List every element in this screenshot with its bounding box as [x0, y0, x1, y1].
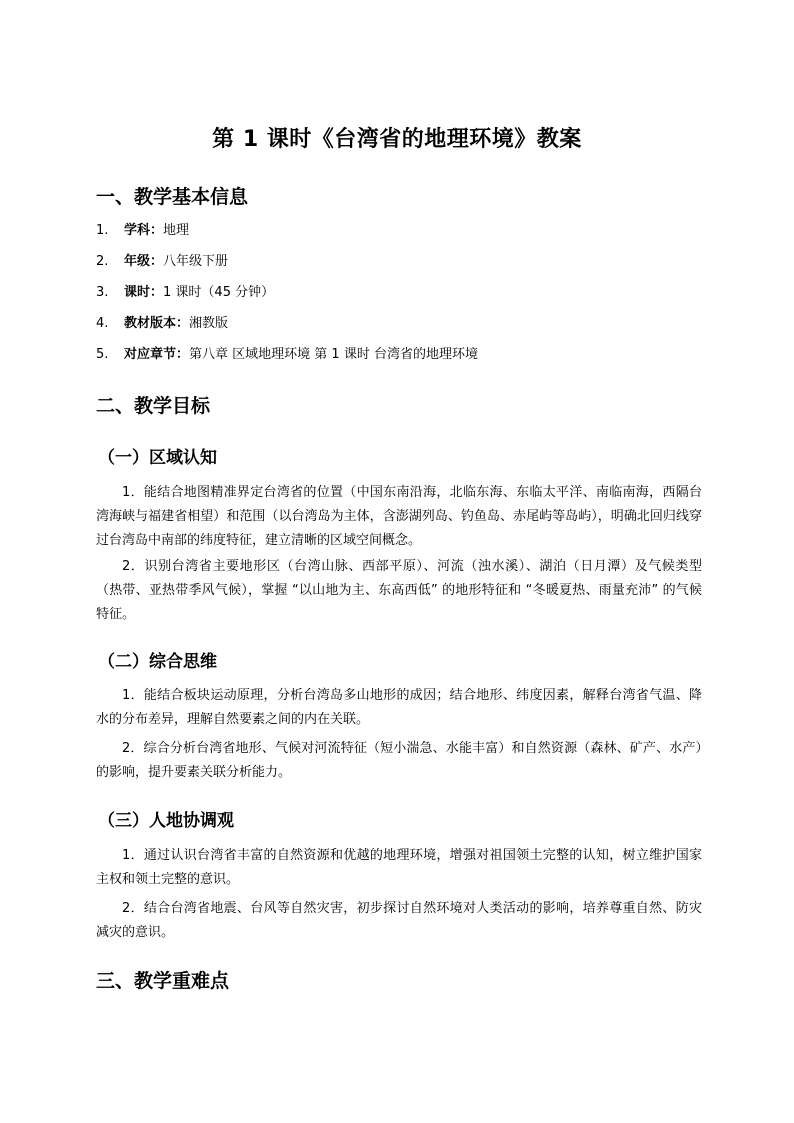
list-item: 3. 课时：1 课时（45 分钟） [96, 285, 275, 300]
list-item: 4. 教材版本：湘教版 [96, 316, 229, 331]
item-key: 教材版本 [124, 316, 177, 331]
subsection-heading-human-land: （三）人地协调观 [98, 811, 234, 831]
item-value: 八年级下册 [163, 254, 229, 269]
paragraph: 1．通过认识台湾省丰富的自然资源和优越的地理环境，增强对祖国领土完整的认知，树立维护国家主权和领土完整的意识。 [96, 848, 702, 887]
list-item: 2. 年级：八年级下册 [96, 254, 229, 269]
list-number: 5. [96, 347, 109, 362]
section-heading-key-points: 三、教学重难点 [96, 970, 230, 992]
paragraph: 2．结合台湾省地震、台风等自然灾害，初步探讨自然环境对人类活动的影响，培养尊重自然、防灾减灾的意识。 [96, 901, 702, 940]
list-number: 2. [96, 254, 109, 269]
list-number: 1. [96, 223, 109, 238]
list-number: 4. [96, 316, 109, 331]
list-item: 5. 对应章节：第八章 区域地理环境 第 1 课时 台湾省的地理环境 [96, 347, 478, 362]
item-value: 湘教版 [189, 316, 229, 331]
item-key: 课时 [124, 285, 151, 300]
item-value: 地理 [163, 223, 190, 238]
list-item: 1. 学科：地理 [96, 223, 190, 238]
paragraph: 2．识别台湾省主要地形区（台湾山脉、西部平原）、河流（浊水溪）、湖泊（日月潭）及气候类型（热带、亚热带季风气候），掌握 “以山地为主、东高西低” 的地形特征和 “冬暖夏热、雨量充沛” 的气候特征。 [96, 559, 702, 622]
item-key: 对应章节 [124, 347, 177, 362]
paragraph: 2．综合分析台湾省地形、气候对河流特征（短小湍急、水能丰富）和自然资源（森林、矿产、水产）的影响，提升要素关联分析能力。 [96, 741, 702, 780]
item-value: 1 课时（45 分钟） [163, 285, 275, 300]
item-key: 学科 [124, 223, 151, 238]
section-heading-objectives: 二、教学目标 [96, 395, 211, 417]
section-heading-basic-info: 一、教学基本信息 [96, 186, 249, 208]
subsection-heading-regional-cognition: （一）区域认知 [98, 448, 217, 468]
paragraph: 1．能结合板块运动原理，分析台湾岛多山地形的成因；结合地形、纬度因素，解释台湾省气温、降水的分布差异，理解自然要素之间的内在关联。 [96, 688, 702, 727]
page-title: 第 1 课时《台湾省的地理环境》教案 [212, 127, 582, 152]
paragraph: 1．能结合地图精准界定台湾省的位置（中国东南沿海，北临东海、东临太平洋、南临南海，西隔台湾海峡与福建省相望）和范围（以台湾岛为主体，含澎湖列岛、钓鱼岛、赤尾屿等岛屿），明确北回归线穿过台湾岛中南部的纬度特征，建立清晰的区域空间概念。 [96, 485, 702, 548]
item-value: 第八章 区域地理环境 第 1 课时 台湾省的地理环境 [189, 347, 478, 362]
subsection-heading-integrated-thinking: （二）综合思维 [98, 652, 217, 672]
list-number: 3. [96, 285, 109, 300]
item-key: 年级 [124, 254, 151, 269]
